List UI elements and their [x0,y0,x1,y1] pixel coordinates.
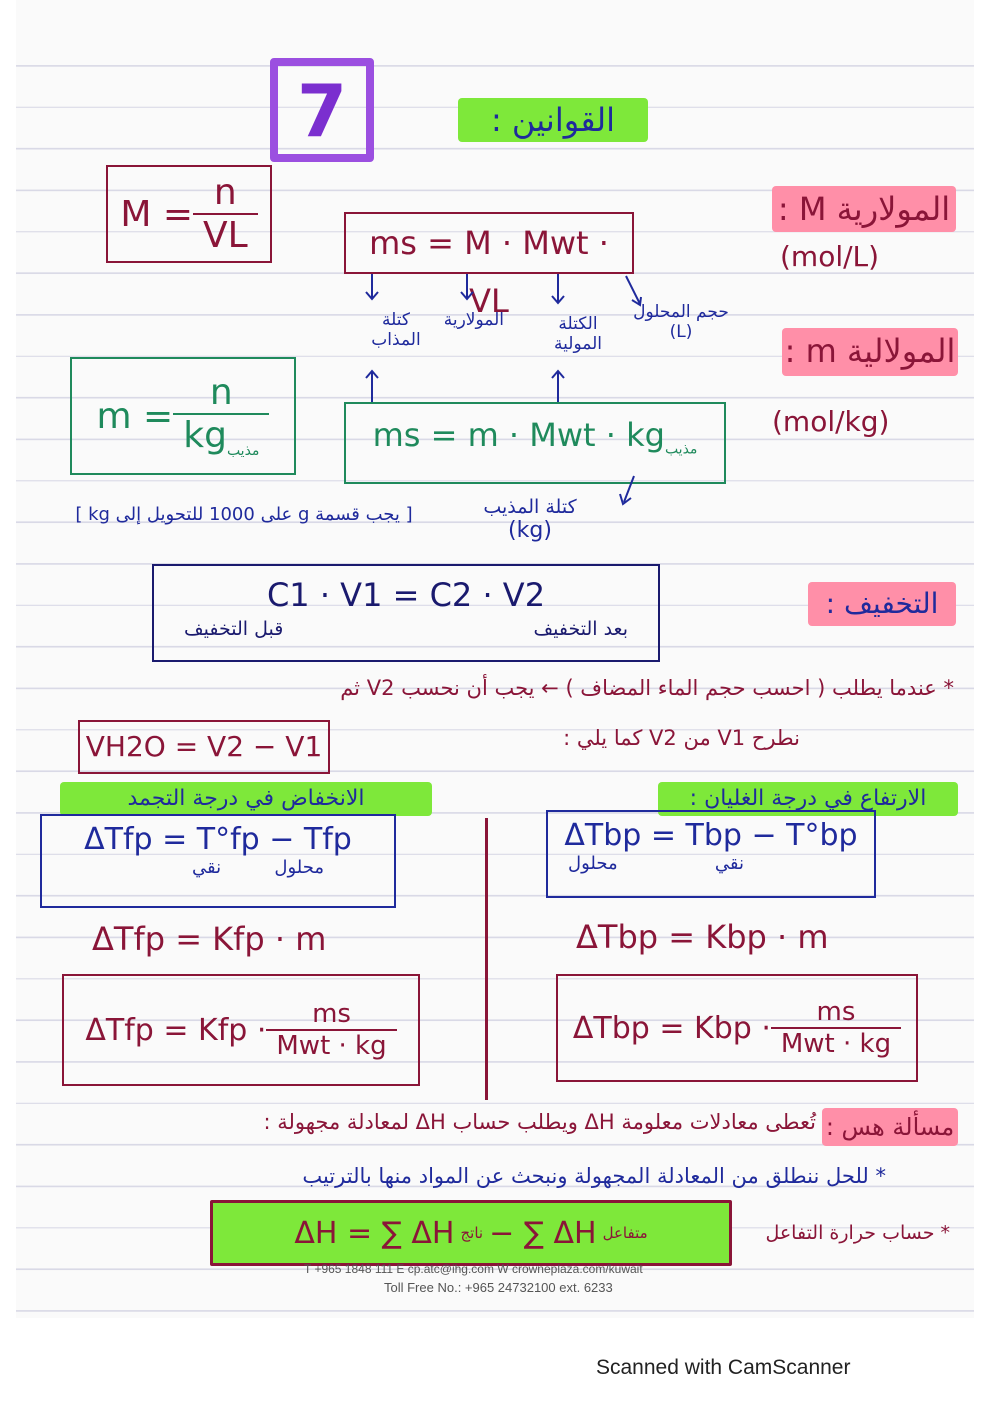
freezing-formula2-text: ΔTfp = Kfp · m [92,920,327,958]
boiling-formula3-lhs: ΔTbp = Kbp · [572,1010,771,1046]
boiling-formula2 [576,918,829,956]
dilution-label [808,582,956,626]
freezing-formula3-num: ms [312,999,351,1029]
molality-unit-text: (mol/kg) [772,405,890,438]
hess-label [822,1108,958,1146]
boiling-formula3-box [556,974,918,1082]
molality-mass-formula: ms = m · Mwt · kg [372,416,665,454]
freezing-formula2 [92,920,326,958]
molarity-label-text: المولارية M : [777,190,951,228]
annotation-molar-mass: الكتلة المولية [554,314,602,354]
freezing-solution: محلول [274,857,324,878]
conversion-note-text: [ يجب قسمة g على 1000 للتحويل إلى kg ] [75,504,413,525]
dilution-after: بعد التخفيف [533,618,628,640]
notepad-footer-line2-text: Toll Free No.: +965 24732100 ext. 6233 [384,1280,613,1295]
solvent-arrow [612,474,642,508]
heading-text: القوانين : [490,101,616,139]
molarity-lhs: M = [120,193,193,235]
freezing-formula3-fraction [266,999,396,1061]
hess-formula-left: ΔH = ∑ ΔH [294,1215,455,1251]
molality-formula-box [70,357,296,475]
molarity-annotations [330,300,750,360]
water-volume-box [78,720,330,774]
solvent-mass-label: كتلة المذيب [483,496,577,518]
boiling-pure: نقي [714,853,744,874]
freezing-formula1: ΔTfp = T°fp − Tfp [84,822,352,857]
molality-unit [772,405,889,438]
molality-den-text: kg [183,415,227,457]
dilution-formula: C1 · V1 = C2 · V2 [266,576,546,614]
heading [458,98,648,142]
conversion-note [26,504,462,525]
notepad-footer-line1 [304,1262,643,1276]
freezing-pure: نقي [192,857,222,878]
hess-line1 [26,1110,816,1134]
scanner-watermark [596,1356,850,1380]
molarity-formula-box [106,165,272,263]
hess-side-note-text: * حساب حرارة التفاعل [765,1222,950,1244]
hess-label-text: مسألة هس : [825,1113,955,1141]
molality-label [782,328,958,376]
page-number: 7 [296,69,348,153]
dilution-note-line2 [420,726,800,750]
molality-denominator [173,413,269,459]
hess-formula-mid: − ∑ ΔH [489,1215,597,1251]
dilution-note-line1-text: * عندما يطلب ( احسب حجم الماء المضاف ) ← يجب أن نحسب V2 ثم [340,676,954,700]
molality-fraction [173,372,269,459]
hess-formula-sub-reactants: متفاعل [602,1224,648,1242]
dilution-note-line1 [80,676,954,700]
scanner-watermark-text: Scanned with CamScanner [596,1356,851,1379]
dilution-formula-box [152,564,660,662]
annotation-molarity: المولارية [443,310,504,330]
boiling-formula3-fraction [771,997,901,1059]
boiling-formula3-den: Mwt · kg [771,1027,901,1059]
molality-mass-sub: مذيب [664,441,698,458]
notepad-footer-line2 [384,1280,613,1295]
molality-numerator: n [209,372,233,414]
notepad-footer-line1-text: T +965 1848 111 E cp.atc@ihg.com W crowneplaza.com/kuwait [304,1262,643,1276]
molarity-fraction [193,172,258,256]
freezing-formula3-lhs: ΔTfp = Kfp · [85,1012,267,1048]
boiling-formula2-text: ΔTbp = Kbp · m [576,918,829,956]
hess-formula-box [210,1200,732,1266]
boiling-formula3-num: ms [816,997,856,1027]
hess-line2-text: * للحل ننطلق من المعادلة المجهولة ونبحث عن المواد منها بالترتيب [302,1164,886,1188]
boiling-formula1: ΔTbp = Tbp − T°bp [564,818,858,853]
dilution-before: قبل التخفيف [184,618,284,640]
molarity-label [772,186,956,232]
column-divider [485,818,488,1100]
molarity-unit-text: (mol/L) [780,240,880,273]
water-volume-formula: VH2O = V2 − V1 [85,730,323,763]
freezing-formula1-box [40,814,396,908]
molality-mass-formula-box [344,402,726,484]
solvent-mass-note [460,496,600,543]
molarity-unit [780,240,879,273]
hess-formula-sub-products: ناتج [460,1224,484,1242]
molarity-denominator: VL [193,213,258,256]
molarity-numerator: n [213,172,237,213]
dilution-note-line2-text: نطرح V1 من V2 كما يلي : [563,726,800,750]
boiling-solution: محلول [568,853,618,874]
molality-label-text: المولالية m : [784,332,956,370]
dilution-label-text: التخفيف : [825,587,939,620]
molarity-mass-formula: ms = M · Mwt · VL [369,224,609,320]
molality-lhs: m = [96,395,174,437]
annotation-solute-mass: كتلة المذاب [371,310,421,350]
freezing-label-text: الانخفاض في درجة التجمد [127,786,365,811]
hess-side-note [738,1222,950,1244]
molality-den-sub: مذيب [226,443,260,460]
boiling-label-text: الارتفاع في درجة الغليان : [689,786,927,811]
hess-line2 [90,1164,886,1188]
freezing-formula3-den: Mwt · kg [266,1029,396,1061]
freezing-formula3-box [62,974,420,1086]
freezing-label [60,782,432,816]
annotation-solution-volume: حجم المحلول (L) [633,302,729,342]
solvent-mass-unit: (kg) [508,518,552,543]
page-number-box [270,58,374,162]
boiling-formula1-box [546,810,876,898]
hess-line1-text: تُعطى معادلات معلومة ΔH ويطلب حساب ΔH لمعادلة مجهولة : [263,1110,816,1134]
